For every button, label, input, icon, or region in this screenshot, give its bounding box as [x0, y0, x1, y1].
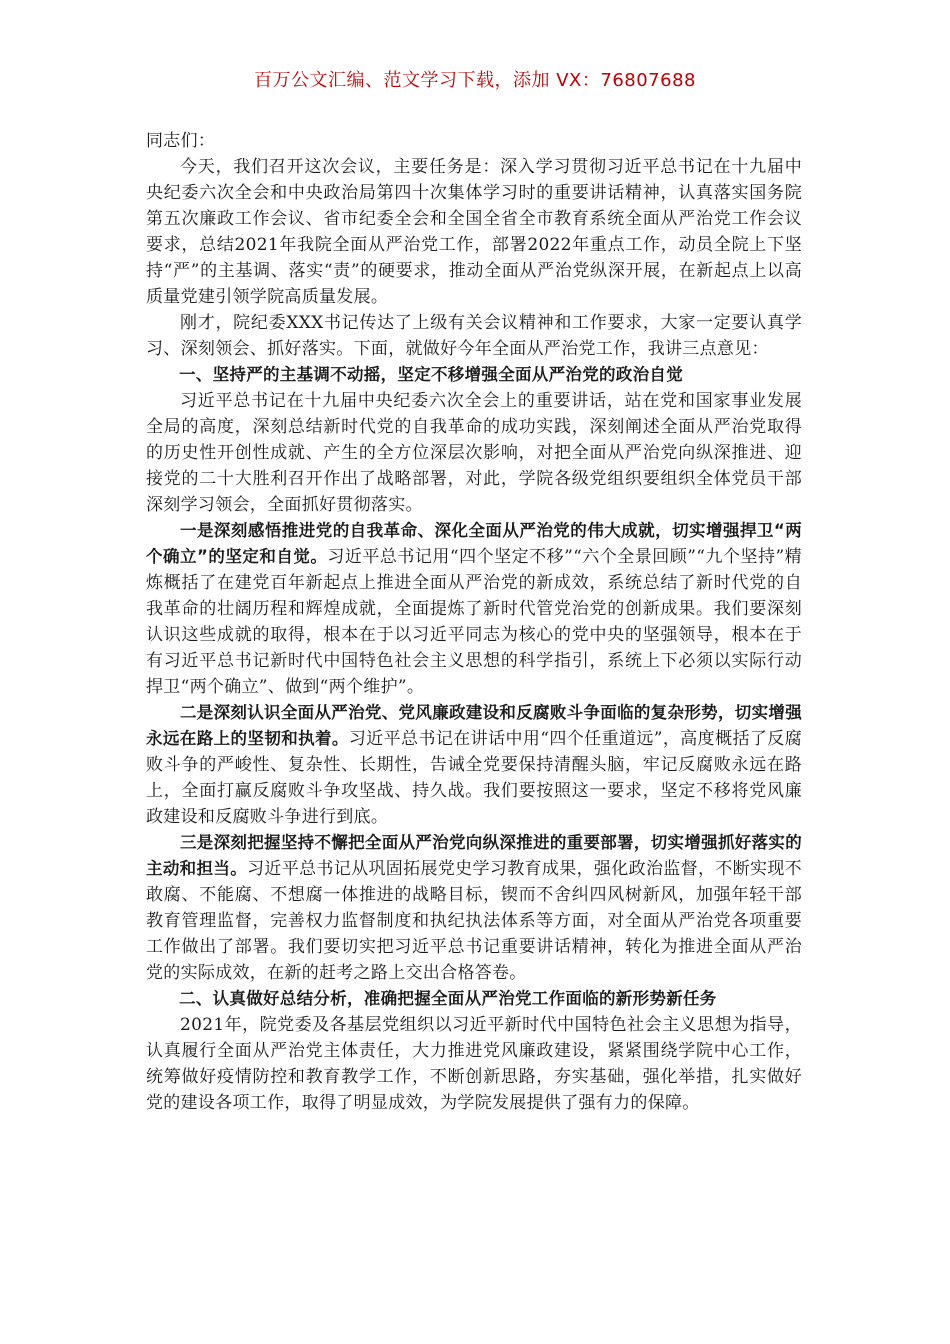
paragraph-section1-overview: 习近平总书记在十九届中央纪委六次全会上的重要讲话，站在党和国家事业发展全局的高度，深刻总结新时代党的自我革命的成功实践，深刻阐述全面从严治党取得的历史性开创性成就、产生的全方位深层次影响，对把全面从严治党向纵深推进、迎接党的二十大胜利召开作出了战略部署，对此，学院各级党组织要组织全体党员干部深刻学习领会，全面抓好贯彻落实。	[146, 391, 802, 515]
point-1-body: 习近平总书记用“四个坚定不移”“六个全景回顾”“九个坚持”精炼概括了在建党百年新起点上推进全面从严治党的新成效，系统总结了新时代党的自我革命的壮阔历程和辉煌成就，全面提炼了新时代管党治党的创新成果。我们要深刻认识这些成就的取得，根本在于以习近平同志为核心的党中央的坚强领导，根本在于有习近平总书记新时代中国特色社会主义思想的科学指引，系统上下必须以实际行动捍卫“两个确立”、做到“两个维护”。	[146, 547, 802, 697]
paragraph-intro: 今天，我们召开这次会议，主要任务是：深入学习贯彻习近平总书记在十九届中央纪委六次全会和中央政治局第四十次集体学习时的重要讲话精神，认真落实国务院第五次廉政工作会议、省市纪委全会和全国全省全市教育系统全面从严治党工作会议要求，总结2021年我院全面从严治党工作，部署2022年重点工作，动员全院上下坚持“严”的主基调、落实“责”的硬要求，推动全面从严治党纵深开展，在新起点上以高质量党建引领学院高质量发展。	[146, 157, 802, 307]
section-heading-1: 一、坚持严的主基调不动摇，坚定不移增强全面从严治党的政治自觉	[179, 365, 683, 384]
point-3-body: 习近平总书记从巩固拓展党史学习教育成果，强化政治监督，不断实现不敢腐、不能腐、不想腐一体推进的战略目标，锲而不舍纠四风树新风，加强年轻干部教育管理监督，完善权力监督制度和执纪执法体系等方面，对全面从严治党各项重要工作做出了部署。我们要切实把习近平总书记重要讲话精神，转化为推进全面从严治党的实际成效，在新的赶考之路上交出合格答卷。	[146, 859, 802, 983]
point-1-lead: 一是深刻感悟推进党的自我革命、深化全面从严治党的伟大成就，切实增强捍卫“两个确立”的坚定和自觉。	[146, 521, 802, 566]
paragraph-point-3	[146, 830, 802, 986]
point-3-lead: 三是深刻把握坚持不懈把全面从严治党向纵深推进的重要部署，切实增强抓好落实的主动和担当。	[146, 833, 802, 878]
section-heading-2: 二、认真做好总结分析，准确把握全面从严治党工作面临的新形势新任务	[179, 989, 717, 1008]
point-2-lead: 二是深刻认识全面从严治党、党风廉政建设和反腐败斗争面临的复杂形势，切实增强永远在路上的坚韧和执着。	[146, 703, 802, 748]
salutation: 同志们：	[146, 131, 216, 151]
document-body	[146, 128, 802, 1116]
paragraph-section2-overview: 2021年，院党委及各基层党组织以习近平新时代中国特色社会主义思想为指导，认真履行全面从严治党主体责任，大力推进党风廉政建设，紧紧围绕学院中心工作，统筹做好疫情防控和教育教学工作，不断创新思路，夯实基础，强化举措，扎实做好党的建设各项工作，取得了明显成效，为学院发展提供了强有力的保障。	[146, 1015, 802, 1113]
paragraph-point-2	[146, 700, 802, 830]
paragraph-point-1	[146, 518, 802, 700]
paragraph-transition: 刚才，院纪委XXX书记传达了上级有关会议精神和工作要求，大家一定要认真学习、深刻领会、抓好落实。下面，就做好今年全面从严治党工作，我讲三点意见：	[146, 313, 802, 359]
promo-banner: 百万公文汇编、范文学习下载，添加 VX：76807688	[254, 70, 696, 91]
point-2-body: 习近平总书记在讲话中用“四个任重道远”，高度概括了反腐败斗争的严峻性、复杂性、长期性，告诫全党要保持清醒头脑，牢记反腐败永远在路上，全面打赢反腐败斗争攻坚战、持久战。我们要按照这一要求，坚定不移将党风廉政建设和反腐败斗争进行到底。	[146, 729, 802, 827]
